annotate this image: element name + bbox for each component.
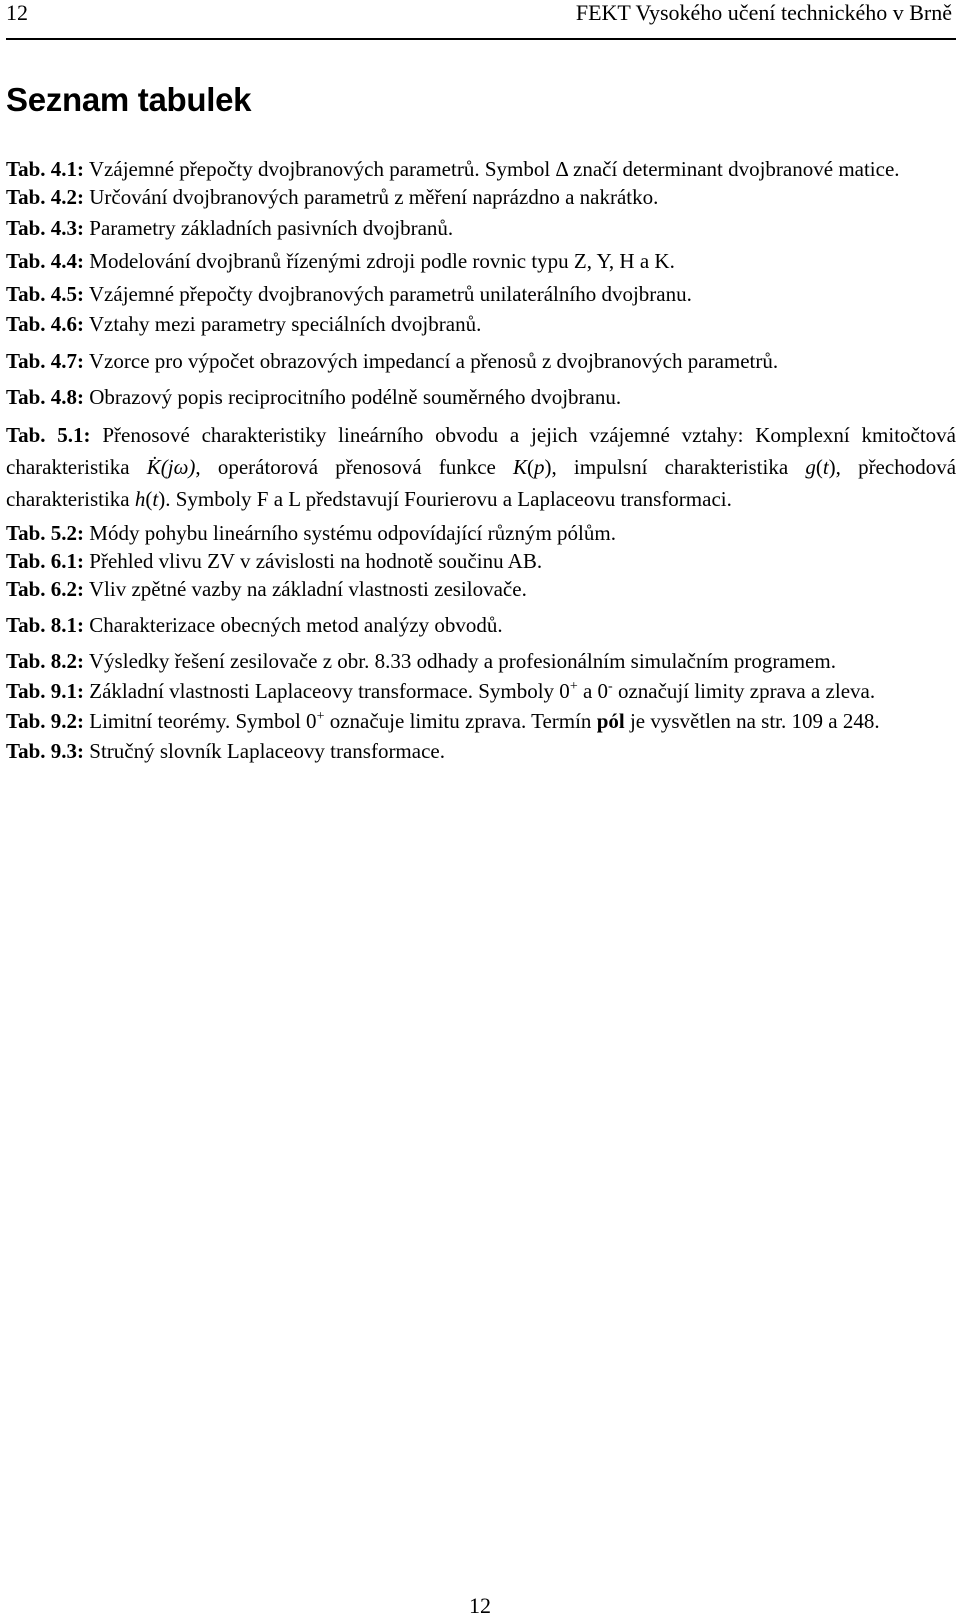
list-item-tab-4-1[interactable]	[6, 155, 956, 183]
entry-text-c: , impulsní charakteristika	[551, 455, 789, 479]
table-list	[6, 155, 956, 765]
entry-label: Tab. 5.2:	[6, 521, 85, 545]
list-item-tab-4-7[interactable]	[6, 347, 956, 375]
entry-text-b: , operátorová přenosová funkce	[195, 455, 496, 479]
entry-text: Stručný slovník Laplaceovy transformace.	[89, 739, 445, 763]
bold-term: pól	[596, 709, 625, 733]
entry-label: Tab. 4.3:	[6, 216, 85, 240]
entry-text: Charakterizace obecných metod analýzy obvodů.	[89, 613, 503, 637]
entry-label: Tab. 9.2:	[6, 709, 85, 733]
entry-label: Tab. 4.7:	[6, 349, 85, 373]
entry-label: Tab. 4.8:	[6, 385, 85, 409]
list-item-tab-6-1[interactable]	[6, 547, 956, 575]
page-footer-number: 12	[469, 1593, 491, 1618]
list-item-tab-9-2[interactable]	[6, 707, 956, 735]
symbol-h: h	[134, 487, 146, 511]
entry-label: Tab. 6.2:	[6, 577, 85, 601]
entry-text: Vztahy mezi parametry speciálních dvojbranů.	[88, 312, 482, 336]
entry-label: Tab. 5.1:	[6, 423, 91, 447]
entry-text-d: , přechodová charakteristika	[6, 455, 957, 511]
list-item-tab-4-3[interactable]	[6, 214, 956, 242]
entry-label: Tab. 4.6:	[6, 312, 85, 336]
symbol-p: p	[534, 455, 545, 479]
symbol-t2: t	[152, 487, 159, 511]
list-item-tab-5-1[interactable]: Tab. 5.1: Přenosové charakteristiky lineárního obvodu a jejich vzájemné vztahy: Komplexní kmitočtová charakteristika K̇(jω), operátorová přenosová funkce K(p), impulsní charakteristika g(t), přechodová charakteristika h(t). Symboly F a L představují Fourierovu a Laplaceovu transformaci.	[6, 423, 957, 511]
entry-text-c: označují limity zprava a zleva.	[612, 679, 876, 703]
entry-text: Určování dvojbranových parametrů z měření naprázdno a nakrátko.	[89, 185, 659, 209]
entry-text-e: . Symboly F a L představují Fourierovu a Laplaceovu transformaci.	[165, 487, 732, 511]
entry-text: Vzájemné přepočty dvojbranových parametrů unilaterálního dvojbranu.	[88, 282, 692, 306]
list-item-tab-4-2[interactable]	[6, 183, 956, 211]
superscript-minus: -	[608, 679, 613, 694]
entry-text: Přehled vlivu ZV v závislosti na hodnotě součinu AB.	[89, 549, 543, 573]
entry-label: Tab. 6.1:	[6, 549, 85, 573]
list-item-tab-8-1[interactable]	[6, 611, 956, 639]
symbol-g: g	[805, 455, 816, 479]
entry-text-b: a 0	[577, 679, 609, 703]
entry-label: Tab. 9.1:	[6, 679, 85, 703]
symbol-k: K	[513, 455, 528, 479]
entry-text: Vliv zpětné vazby na základní vlastnosti zesilovače.	[88, 577, 527, 601]
symbol-t: t	[822, 455, 829, 479]
entry-text: Parametry základních pasivních dvojbranů.	[89, 216, 454, 240]
header-institution: FEKT Vysokého učení technického v Brně	[575, 0, 952, 25]
entry-text-a: Přenosové charakteristiky lineárního obvodu a jejich vzájemné vztahy: Komplexní kmitočtová charakteristika	[6, 423, 957, 479]
entry-text-a: Limitní teorémy. Symbol 0	[89, 709, 317, 733]
header-page-number: 12	[6, 0, 28, 25]
list-item-tab-4-8[interactable]	[6, 383, 956, 411]
entry-text: Výsledky řešení zesilovače z obr. 8.33 odhady a profesionálním simulačním programem.	[88, 649, 836, 673]
entry-text-a: Základní vlastnosti Laplaceovy transformace. Symboly 0	[89, 679, 570, 703]
entry-label: Tab. 4.5:	[6, 282, 85, 306]
entry-text: Módy pohybu lineárního systému odpovídající různým pólům.	[89, 521, 616, 545]
entry-text-c: je vysvětlen na str. 109 a 248.	[629, 709, 880, 733]
entry-label: Tab. 9.3:	[6, 739, 85, 763]
entry-label: Tab. 8.1:	[6, 613, 85, 637]
list-item-tab-5-2[interactable]	[6, 519, 956, 547]
list-item-tab-8-2[interactable]	[6, 647, 956, 675]
superscript-plus: +	[316, 709, 325, 724]
list-item-tab-9-3[interactable]	[6, 737, 956, 765]
entry-text: Vzorce pro výpočet obrazových impedancí a přenosů z dvojbranových parametrů.	[88, 349, 779, 373]
formula-k-jw: K̇(jω)	[146, 455, 196, 479]
entry-label: Tab. 4.1:	[6, 157, 85, 181]
entry-text: Obrazový popis reciprocitního podélně souměrného dvojbranu.	[89, 385, 622, 409]
list-item-tab-4-6[interactable]	[6, 310, 956, 338]
entry-label: Tab. 4.2:	[6, 185, 85, 209]
list-item-tab-9-1[interactable]	[6, 677, 956, 705]
page-header	[6, 0, 956, 40]
list-item-tab-6-2[interactable]	[6, 575, 956, 603]
page-title: Seznam tabulek	[6, 81, 252, 118]
entry-label: Tab. 4.4:	[6, 249, 85, 273]
superscript-plus: +	[569, 679, 578, 694]
list-item-tab-4-5[interactable]	[6, 280, 956, 308]
entry-text-b: označuje limitu zprava. Termín	[324, 709, 592, 733]
entry-text: Vzájemné přepočty dvojbranových parametrů. Symbol Δ značí determinant dvojbranové matice.	[88, 157, 900, 181]
list-item-tab-4-4[interactable]	[6, 247, 956, 275]
entry-text: Modelování dvojbranů řízenými zdroji podle rovnic typu Z, Y, H a K.	[89, 249, 675, 273]
entry-label: Tab. 8.2:	[6, 649, 85, 673]
